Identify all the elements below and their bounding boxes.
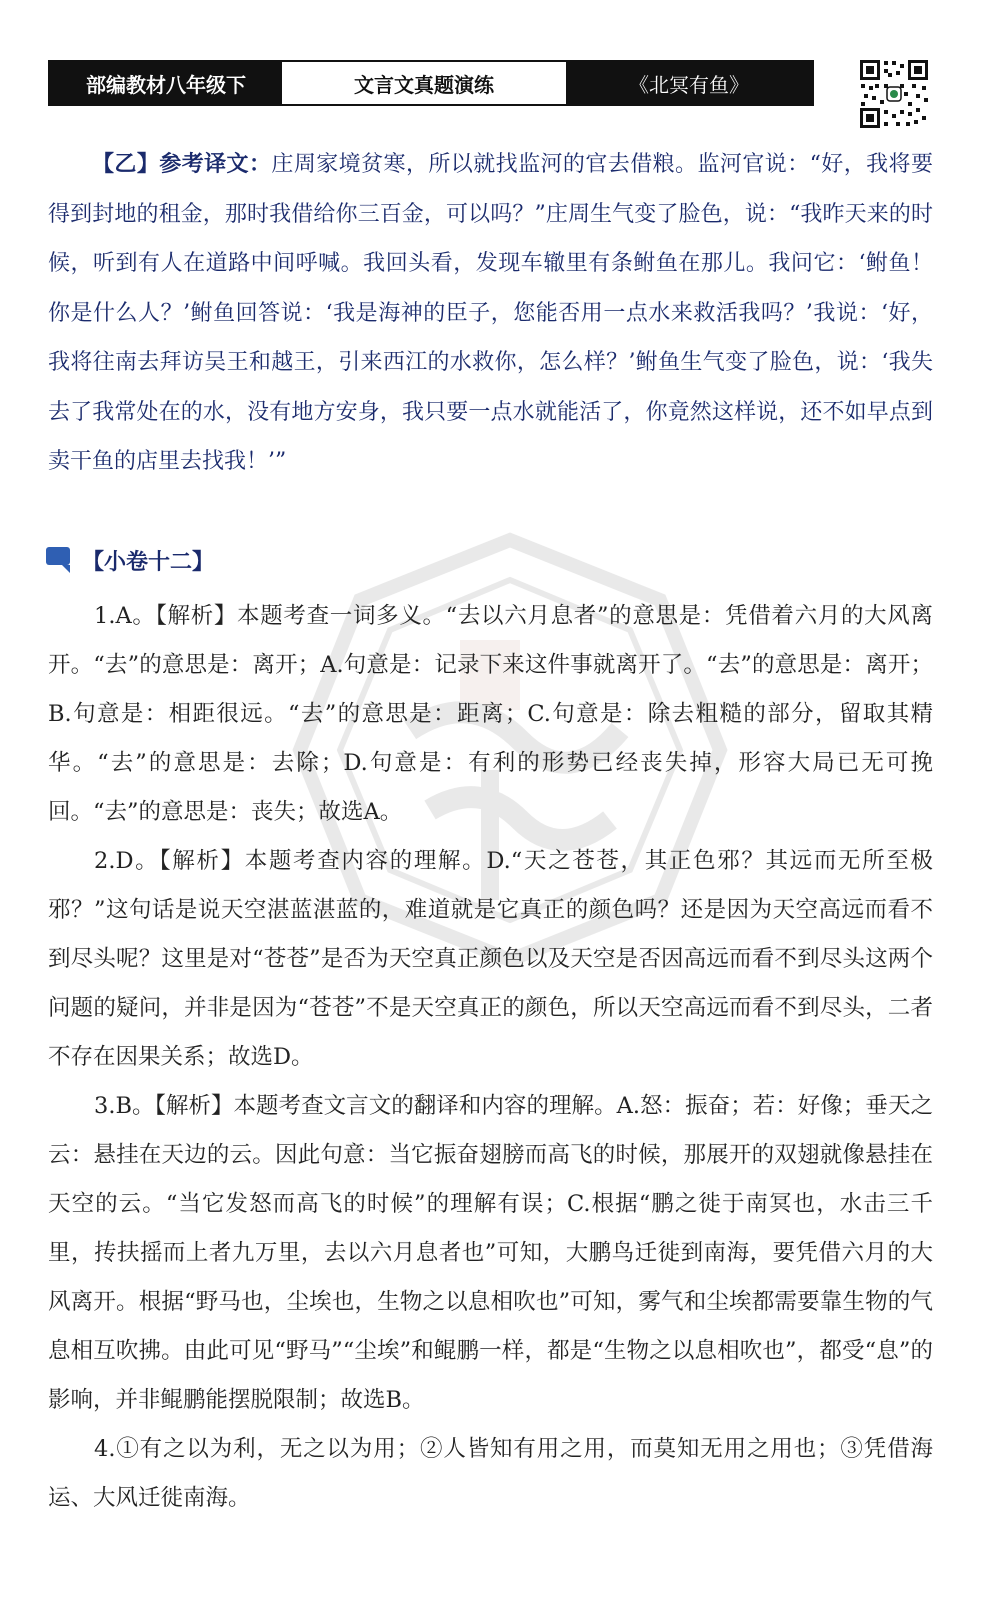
reference-translation: [48, 140, 933, 487]
translation-label: 【乙】参考译文：: [92, 152, 272, 177]
section-title: 【小卷十二】: [82, 549, 215, 575]
answer-item: 1.A。【解析】本题考查一词多义。“去以六月息者”的意思是：凭借着六月的大风离开。“去”的意思是：离开；A.句意是：记录下来这件事就离开了。“去”的意思是：离开；B.句意是：相距很远。“去”的意思是：距离；C.句意是：除去粗糙的部分，留取其精华。“去”的意思是：去除；D.句意是：有利的形势已经丧失掉，形容大局已无可挽回。“去”的意思是：丧失；故选A。: [48, 603, 933, 825]
section-heading: [44, 540, 214, 580]
header-grade: 部编教材八年级下: [50, 62, 282, 104]
header-lesson: 《北冥有鱼》: [566, 62, 812, 104]
header-subject: 文言文真题演练: [282, 62, 566, 104]
qr-code-icon[interactable]: [858, 58, 930, 130]
translation-text: 庄周家境贫寒，所以就找监河的官去借粮。监河官说：“好，我将要得到封地的租金，那时我借给你三百金，可以吗？”庄周生气变了脸色，说：“我昨天来的时候，听到有人在道路中间呼喊。我回头看，发现车辙里有条鲋鱼在那儿。我问它：‘鲋鱼！你是什么人？’鲋鱼回答说：‘我是海神的臣子，您能否用一点水来救活我吗？’我说：‘好，我将往南去拜访吴王和越王，引来西江的水救你，怎么样？’鲋鱼生气变了脸色，说：‘我失去了我常处在的水，没有地方安身，我只要一点水就能活了，你竟然这样说，还不如早点到卖干鱼的店里去找我！’”: [48, 152, 933, 474]
answer-item: 4.①有之以为利，无之以为用；②人皆知有用之用，而莫知无用之用也；③凭借海运、大风迁徙南海。: [48, 1436, 933, 1511]
speech-bubble-icon: [44, 545, 74, 575]
answer-item: 3.B。【解析】本题考查文言文的翻译和内容的理解。A.怒：振奋；若：好像；垂天之云：悬挂在天边的云。因此句意：当它振奋翅膀而高飞的时候，那展开的双翅就像悬挂在天空的云。“当它发怒而高飞的时候”的理解有误；C.根据“鹏之徙于南冥也，水击三千里，抟扶摇而上者九万里，去以六月息者也”可知，大鹏鸟迁徙到南海，要凭借六月的大风离开。根据“野马也，尘埃也，生物之以息相吹也”可知，雾气和尘埃都需要靠生物的气息相互吹拂。由此可见“野马”“尘埃”和鲲鹏一样，都是“生物之以息相吹也”，都受“息”的影响，并非鲲鹏能摆脱限制；故选B。: [48, 1093, 933, 1413]
header-bar: [48, 60, 814, 106]
answer-list: [48, 592, 933, 1523]
answer-item: 2.D。【解析】本题考查内容的理解。D.“天之苍苍，其正色邪？其远而无所至极邪？”这句话是说天空湛蓝湛蓝的，难道就是它真正的颜色吗？还是因为天空高远而看不到尽头呢？这里是对“苍苍”是否为天空真正颜色以及天空是否因高远而看不到尽头这两个问题的疑问，并非是因为“苍苍”不是天空真正的颜色，所以天空高远而看不到尽头，二者不存在因果关系；故选D。: [48, 848, 933, 1070]
